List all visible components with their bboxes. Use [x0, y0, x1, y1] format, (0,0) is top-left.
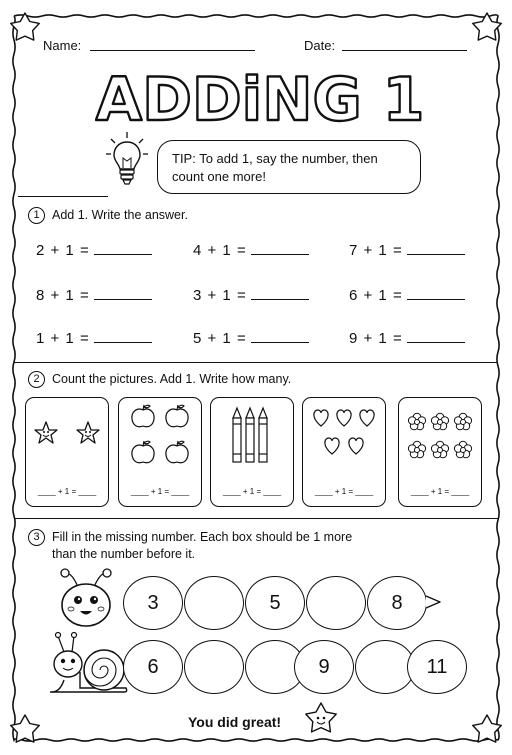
- number-circle[interactable]: [355, 640, 415, 694]
- number-circle[interactable]: [184, 576, 244, 630]
- date-label: Date:: [304, 38, 336, 53]
- number-circle[interactable]: 6: [123, 640, 183, 694]
- answer-blank[interactable]: [407, 330, 465, 343]
- page-title: [95, 58, 425, 134]
- count-caption[interactable]: ____ + 1 = ____: [314, 487, 374, 496]
- snail-icon: [46, 630, 130, 696]
- answer-blank[interactable]: [251, 242, 309, 255]
- section-number: 2: [28, 371, 45, 388]
- section-1-heading: [28, 207, 188, 224]
- svg-text:ADDiNG 1: ADDiNG 1: [95, 65, 425, 134]
- tail-icon: [426, 592, 444, 612]
- answer-blank[interactable]: [407, 242, 465, 255]
- section-number: 3: [28, 529, 45, 546]
- problem: 1 + 1 =: [36, 330, 152, 347]
- section-3-instruction-2: than the number before it.: [52, 547, 196, 562]
- count-caption[interactable]: ____ + 1 = ____: [130, 487, 190, 496]
- answer-blank[interactable]: [94, 330, 152, 343]
- number-circle[interactable]: 11: [407, 640, 467, 694]
- name-field[interactable]: [90, 50, 255, 51]
- problem: 6 + 1 =: [349, 287, 465, 304]
- problem: 8 + 1 =: [36, 287, 152, 304]
- divider: [18, 196, 108, 197]
- section-divider: [14, 518, 498, 519]
- number-circle[interactable]: 9: [294, 640, 354, 694]
- flower: [454, 413, 471, 430]
- caterpillar-head-icon: [56, 565, 128, 631]
- answer-blank[interactable]: [94, 287, 152, 300]
- section-2-heading: [28, 371, 291, 388]
- count-caption[interactable]: ____ + 1 = ____: [37, 487, 97, 496]
- section-2-instruction: Count the pictures. Add 1. Write how many.: [52, 371, 292, 386]
- picture-card: [118, 397, 202, 507]
- tip-text: TIP: To add 1, say the number, then count one more!: [172, 151, 378, 184]
- section-number: 1: [28, 207, 45, 224]
- number-circle[interactable]: [306, 576, 366, 630]
- answer-blank[interactable]: [251, 330, 309, 343]
- problem: 3 + 1 =: [193, 287, 309, 304]
- count-caption[interactable]: ____ + 1 = ____: [410, 487, 470, 496]
- flower: [454, 441, 471, 458]
- answer-blank[interactable]: [251, 287, 309, 300]
- date-field[interactable]: [342, 50, 467, 51]
- answer-blank[interactable]: [94, 242, 152, 255]
- picture-card: [398, 397, 482, 507]
- flower: [408, 413, 425, 430]
- problem: 5 + 1 =: [193, 330, 309, 347]
- flower: [431, 413, 448, 430]
- corner-star-icon: [8, 10, 42, 44]
- flower: [431, 441, 448, 458]
- section-3-heading: [28, 529, 352, 563]
- corner-star-icon: [470, 10, 504, 44]
- problem: 2 + 1 =: [36, 242, 152, 259]
- number-circle[interactable]: [184, 640, 244, 694]
- smiling-star-icon: [302, 700, 340, 736]
- section-3-instruction: Fill in the missing number. Each box should be 1 more: [52, 530, 353, 544]
- flower: [408, 441, 425, 458]
- section-1-instruction: Add 1. Write the answer.: [52, 207, 188, 222]
- number-circle[interactable]: 3: [123, 576, 183, 630]
- picture-card: [302, 397, 386, 507]
- problem: 4 + 1 =: [193, 242, 309, 259]
- picture-card: [210, 397, 294, 507]
- lightbulb-icon: [104, 130, 150, 190]
- section-divider: [14, 362, 498, 363]
- problem: 7 + 1 =: [349, 242, 465, 259]
- corner-star-icon: [8, 712, 42, 746]
- number-circle[interactable]: 5: [245, 576, 305, 630]
- picture-card: [25, 397, 109, 507]
- number-circle[interactable]: 8: [367, 576, 427, 630]
- answer-blank[interactable]: [407, 287, 465, 300]
- corner-star-icon: [470, 712, 504, 746]
- name-label: Name:: [43, 38, 82, 53]
- count-caption[interactable]: ____ + 1 = ____: [222, 487, 282, 496]
- problem: 9 + 1 =: [349, 330, 465, 347]
- footer-message: You did great!: [188, 714, 282, 730]
